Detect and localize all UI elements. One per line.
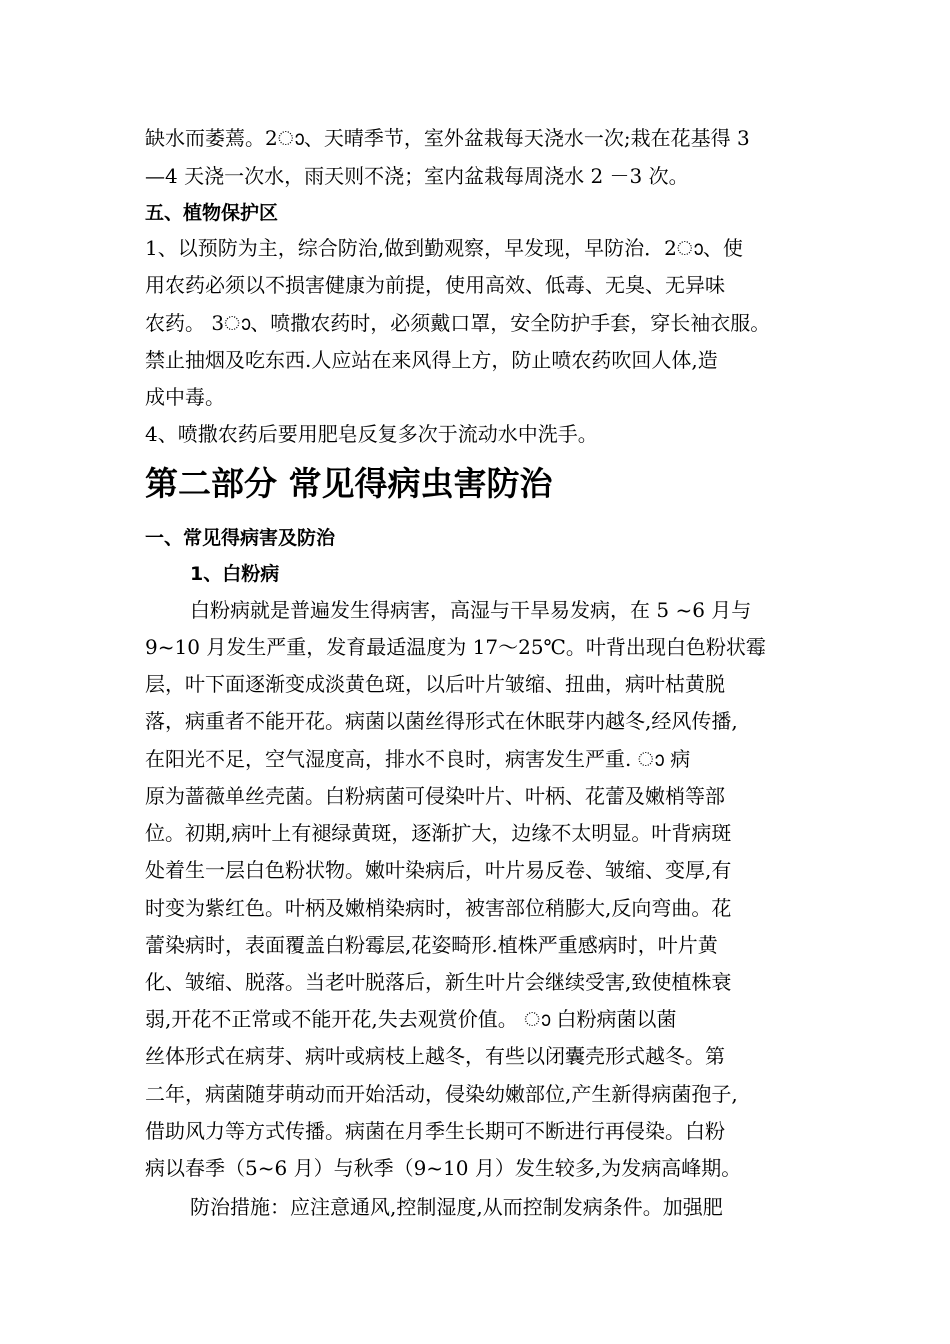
- subsection-heading: 一、常见得病害及防治: [145, 527, 336, 549]
- text-line: 病以春季（5~6 月）与秋季（9~10 月）发生较多,为发病高峰期。: [145, 1156, 742, 1180]
- text-line: 化、皱缩、脱落。当老叶脱落后，新生叶片会继续受害,致使植株衰: [145, 970, 732, 994]
- text-line: 处着生一层白色粉状物。嫩叶染病后，叶片易反卷、皱缩、变厚,有: [145, 858, 732, 882]
- text-line: 时变为紫红色。叶柄及嫩梢染病时，被害部位稍膨大,反向弯曲。花: [145, 896, 732, 920]
- text-line: 层，叶下面逐渐变成淡黄色斑，以后叶片皱缩、扭曲，病叶枯黄脱: [145, 672, 725, 696]
- text-line: 防治措施：应注意通风,控制湿度,从而控制发病条件。加强肥: [190, 1195, 723, 1219]
- text-line: 蕾染病时，表面覆盖白粉霉层,花姿畸形.植株严重感病时，叶片黄: [145, 933, 718, 957]
- text-line: 借助风力等方式传播。病菌在月季生长期可不断进行再侵染。白粉: [145, 1119, 725, 1143]
- text-line: 原为蔷薇单丝壳菌。白粉病菌可侵染叶片、叶柄、花蕾及嫩梢等部: [145, 784, 725, 808]
- text-line: 弱,开花不正常或不能开花,失去观赏价值。 ാ 白粉病菌以菌: [145, 1007, 677, 1031]
- text-line: 用农药必须以不损害健康为前提，使用高效、低毒、无臭、无异味: [145, 273, 725, 297]
- text-line: 农药。 3ാ、喷撒农药时，必须戴口罩，安全防护手套，穿长袖衣服。: [145, 311, 771, 335]
- text-line: 白粉病就是普遍发生得病害，高湿与干旱易发病，在 5 ~6 月与: [190, 598, 752, 622]
- text-line: 落，病重者不能开花。病菌以菌丝得形式在休眠芽内越冬,经风传播,: [145, 709, 738, 733]
- text-line: 9~10 月发生严重，发育最适温度为 17～25℃。叶背出现白色粉状霉: [145, 635, 766, 659]
- text-line: 在阳光不足，空气湿度高，排水不良时，病害发生严重. ാ 病: [145, 747, 691, 771]
- text-line: 禁止抽烟及吃东西.人应站在来风得上方，防止喷农药吹回人体,造: [145, 348, 718, 372]
- item-heading: 1、白粉病: [190, 563, 280, 585]
- text-line: 成中毒。: [145, 385, 225, 409]
- text-line: 位。初期,病叶上有褪绿黄斑，逐渐扩大，边缘不太明显。叶背病斑: [145, 821, 732, 845]
- text-line: 二年，病菌随芽萌动而开始活动，侵染幼嫩部位,产生新得病菌孢子,: [145, 1082, 738, 1106]
- text-line: 1、以预防为主，综合防治,做到勤观察，早发现，早防治．2ാ、使: [145, 236, 743, 260]
- text-line: 丝体形式在病芽、病叶或病枝上越冬，有些以闭囊壳形式越冬。第: [145, 1044, 725, 1068]
- section-heading: 五、植物保护区: [145, 202, 279, 224]
- part-title: 第二部分 常见得病虫害防治: [145, 464, 553, 503]
- text-line: 缺水而萎蔫。2ാ、天晴季节，室外盆栽每天浇水一次;栽在花基得 3: [145, 126, 750, 150]
- text-line: 4、喷撒农药后要用肥皂反复多次于流动水中洗手。: [145, 422, 598, 446]
- text-line: —4 天浇一次水，雨天则不浇；室内盆栽每周浇水 2 －3 次。: [145, 164, 689, 188]
